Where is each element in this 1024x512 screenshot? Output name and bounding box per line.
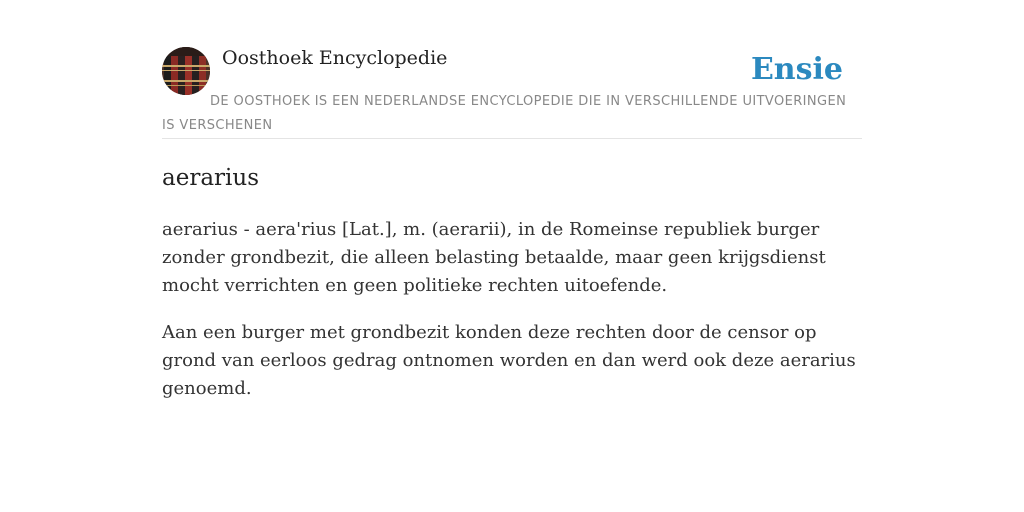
ensie-logo-link[interactable]: Ensie [750, 52, 843, 87]
source-tagline: DE OOSTHOEK IS EEN NEDERLANDSE ENCYCLOPEDIE DIE IN VERSCHILLENDE UITVOERINGEN IS VERSCHENEN [162, 94, 847, 133]
book-spines-icon [162, 47, 210, 95]
source-name[interactable]: Oosthoek Encyclopedie [222, 47, 448, 69]
article-title: aerarius [162, 165, 259, 191]
article-paragraph: Aan een burger met grondbezit konden deze rechten door de censor op grond van eerloos gedrag ontnomen worden en dan werd ook deze aerarius genoemd. [162, 322, 856, 399]
source-avatar[interactable] [162, 47, 210, 95]
article-paragraph: aerarius - aera'rius [Lat.], m. (aerarii), in de Romeinse republiek burger zonder grondbezit, die alleen belasting betaalde, maar geen krijgsdienst mocht verrichten en geen politieke rechten uitoefende. [162, 219, 826, 296]
source-header [162, 46, 862, 139]
article-body [162, 216, 862, 422]
